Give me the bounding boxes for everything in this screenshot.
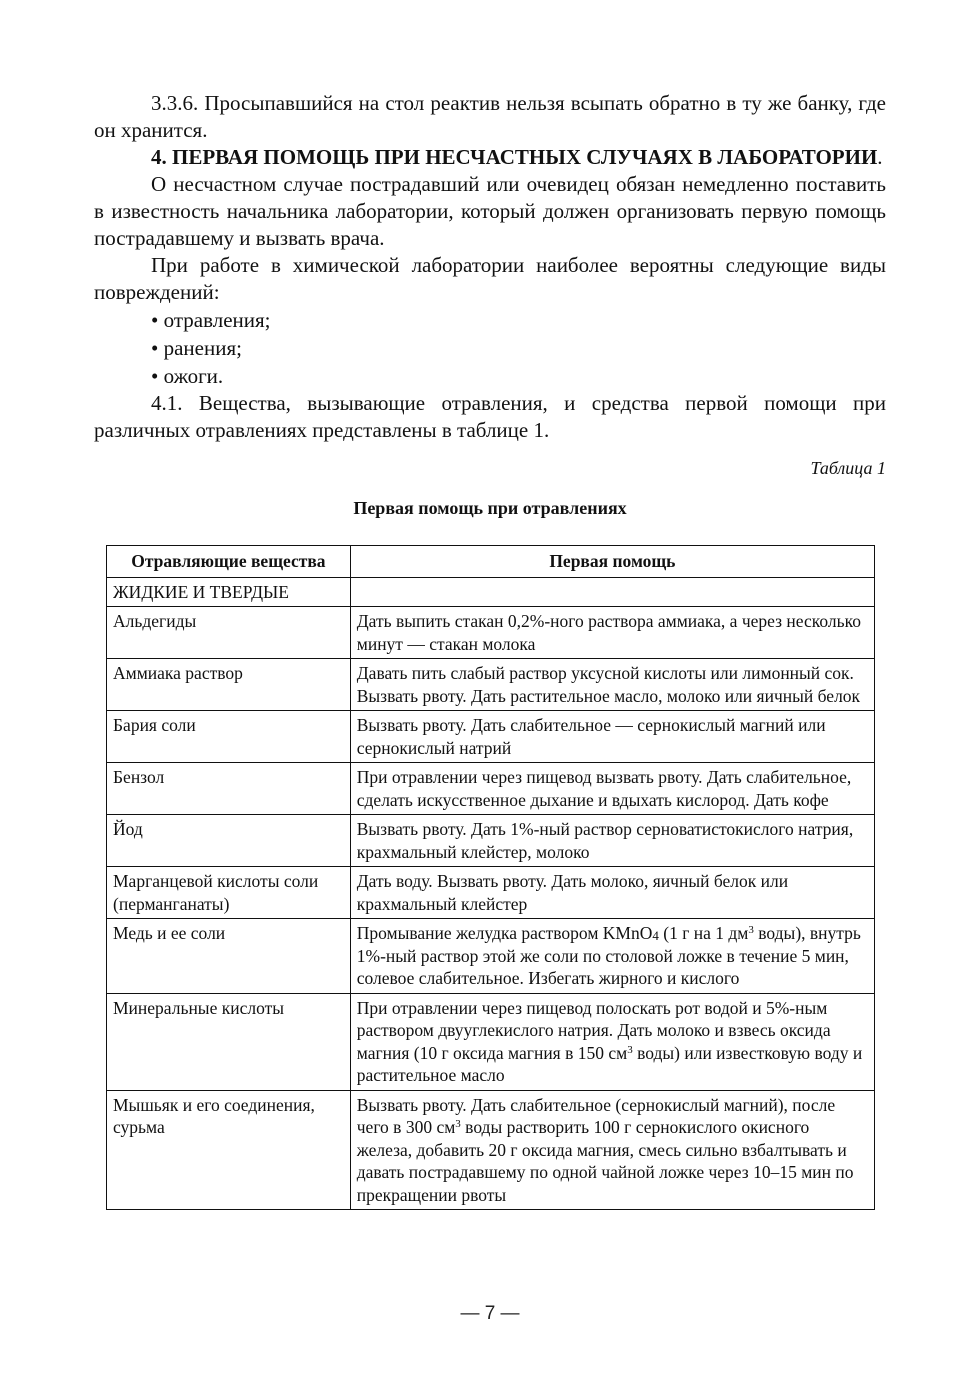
table-row [107, 659, 875, 711]
substance-cell: Медь и ее соли [107, 919, 351, 994]
column-header-first-aid: Первая помощь [350, 546, 874, 578]
aid-text: воды) или известковую воду и растительное масло [356, 1042, 863, 1085]
aid-text: Промывание желудка раствором KMnO [356, 923, 653, 943]
document-page [94, 90, 886, 520]
aid-cell [350, 993, 874, 1090]
aid-cell [350, 919, 874, 994]
page-number: — 7 — [460, 1303, 520, 1324]
substance-cell: Минеральные кислоты [107, 993, 351, 1090]
paragraph-4-1: 4.1. Вещества, вызывающие отравления, и средства первой помощи при различных отравлениях представлены в таблице 1. [94, 391, 886, 442]
aid-text: воды), внутрь 1%-ный раствор этой же соли по столовой ложке в течение 5 мин, солевое слабительное. Избегать жирного и кислого [356, 923, 861, 988]
paragraph-accident-report: О несчастном случае пострадавший или очевидец обязан немедленно поставить в известность начальника лаборатории, который должен организовать первую помощь пострадавшему и вызвать врача. [94, 172, 886, 250]
aid-text: При отравлении через пищевод полоскать рот водой и 5%-ным раствором двууглекислого натрия. Дать молоко и взвесь оксида магния (10 г оксида магния в 150 см [356, 997, 831, 1063]
aid-cell: Дать воду. Вызвать рвоту. Дать молоко, яичный белок или крахмальный клейстер [350, 867, 874, 919]
superscript: 3 [627, 1043, 633, 1056]
aid-cell: Дать выпить стакан 0,2%-ного раствора аммиака, а через несколько минут — стакан молока [350, 607, 874, 659]
table-row [107, 577, 875, 607]
aid-cell: Вызвать рвоту. Дать слабительное — сернокислый магний или сернокислый натрий [350, 711, 874, 763]
table-title: Первая помощь при отравлениях [353, 498, 627, 518]
paragraph-injury-types: При работе в химической лаборатории наиболее вероятны следующие виды повреждений: [94, 253, 886, 304]
section-heading [94, 144, 886, 171]
paragraph-3-3-6: 3.3.6. Просыпавшийся на стол реактив нельзя всыпать обратно в ту же банку, где он хранится. [94, 91, 886, 142]
aid-text: (1 г на 1 дм [658, 923, 749, 943]
table-header-row [107, 546, 875, 578]
table-row [107, 993, 875, 1090]
aid-text: Вызвать рвоту. Дать слабительное (сернокислый магний), после чего в 300 см [356, 1094, 836, 1137]
substance-cell: Марганцевой кислоты соли (перманганаты) [107, 867, 351, 919]
table-row [107, 1090, 875, 1210]
substance-cell: Альдегиды [107, 607, 351, 659]
table-row [107, 607, 875, 659]
table-row [107, 815, 875, 867]
table-row [107, 763, 875, 815]
substance-cell: Йод [107, 815, 351, 867]
section-heading-text: 4. ПЕРВАЯ ПОМОЩЬ ПРИ НЕСЧАСТНЫХ СЛУЧАЯХ В ЛАБОРАТОРИИ [151, 145, 878, 169]
substance-cell: Бария соли [107, 711, 351, 763]
aid-cell [350, 577, 874, 607]
table-label: Таблица 1 [810, 458, 886, 478]
superscript: 3 [455, 1118, 461, 1130]
substance-cell: Бензол [107, 763, 351, 815]
section-heading-period: . [877, 145, 883, 169]
substance-cell: Мышьяк и его соединения, сурьма [107, 1090, 351, 1210]
column-header-substances: Отравляющие вещества [107, 546, 351, 578]
list-item: • ожоги. [151, 364, 224, 388]
aid-cell: Вызвать рвоту. Дать 1%-ный раствор серноватистокислого натрия, крахмальный клейстер, молоко [350, 815, 874, 867]
table-row [107, 919, 875, 994]
aid-text: воды растворить 100 г сернокислого окисного железа, добавить 20 г оксида магния, смесь сильно взбалтывать и давать пострадавшему по одной чайной ложке через 10–15 мин по прекращении рвоты [356, 1117, 854, 1205]
superscript: 3 [748, 924, 754, 936]
list-item: • отравления; [151, 308, 271, 332]
subscript: 4 [652, 928, 659, 943]
aid-cell: При отравлении через пищевод вызвать рвоту. Дать слабительное, сделать искусственное дыхание и вдыхать кислород. Дать кофе [350, 763, 874, 815]
list-item: • ранения; [151, 336, 242, 360]
table-row [107, 711, 875, 763]
substance-cell: Аммиака раствор [107, 659, 351, 711]
substance-cell: ЖИДКИЕ И ТВЕРДЫЕ [107, 577, 351, 607]
aid-cell [350, 1090, 874, 1210]
table-row [107, 867, 875, 919]
aid-cell: Давать пить слабый раствор уксусной кислоты или лимонный сок. Вызвать рвоту. Дать растительное масло, молоко или яичный белок [350, 659, 874, 711]
first-aid-table [106, 545, 875, 1210]
